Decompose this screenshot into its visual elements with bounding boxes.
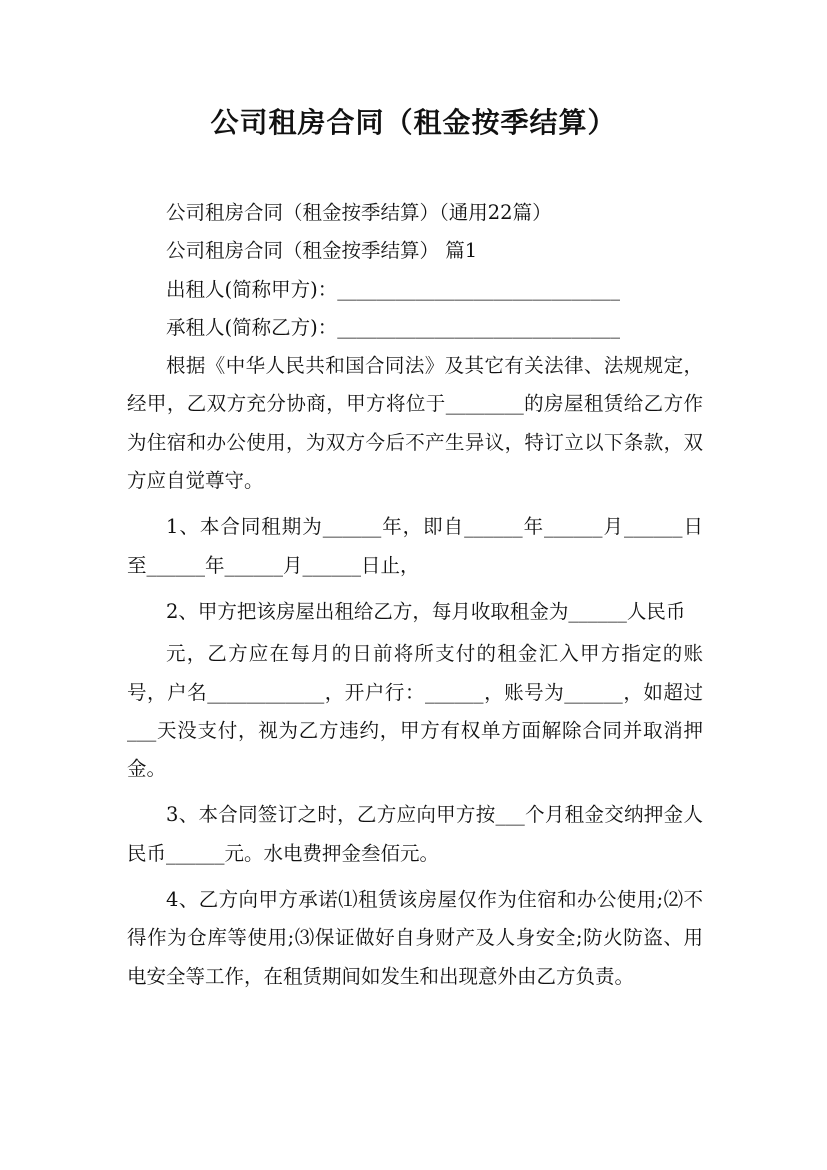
document-subtitle: 公司租房合同（租金按季结算）（通用22篇） xyxy=(166,201,552,224)
clause-2: 2、甲方把该房屋出租给乙方，每月收取租金为______人民币 xyxy=(166,599,686,623)
document-body xyxy=(127,194,703,996)
clause-2-continued: 元，乙方应在每月的日前将所支付的租金汇入甲方指定的账号，户名____________，开户行：______，账号为______，如超过___天没支付，视为乙方违约，甲方有权单方面解除合同并取消押金。 xyxy=(127,642,703,781)
clause-4: 4、乙方向甲方承诺⑴租赁该房屋仅作为住宿和办公使用;⑵不得作为仓库等使用;⑶保证做好自身财产及人身安全;防火防盗、用电安全等工作，在租赁期间如发生和出现意外由乙方负责。 xyxy=(127,888,703,988)
lessor-line: 出租人(简称甲方)：_____________________________ xyxy=(166,277,620,301)
clause-1: 1、本合同租期为______年，即自______年______月______日至______年______月______日止， xyxy=(127,515,703,577)
clause-3: 3、本合同签订之时，乙方应向甲方按___个月租金交纳押金人民币______元。水电费押金叁佰元。 xyxy=(127,803,703,865)
preamble-paragraph: 根据《中华人民共和国合同法》及其它有关法律、法规规定，经甲，乙双方充分协商，甲方将位于________的房屋租赁给乙方作为住宿和办公使用，为双方今后不产生异议，特订立以下条款，双方应自觉尊守。 xyxy=(127,354,703,493)
document-title: 公司租房合同（租金按季结算） xyxy=(210,106,617,139)
section-heading: 公司租房合同（租金按季结算） 篇1 xyxy=(166,239,478,263)
lessee-line: 承租人(简称乙方)：_____________________________ xyxy=(166,315,620,339)
